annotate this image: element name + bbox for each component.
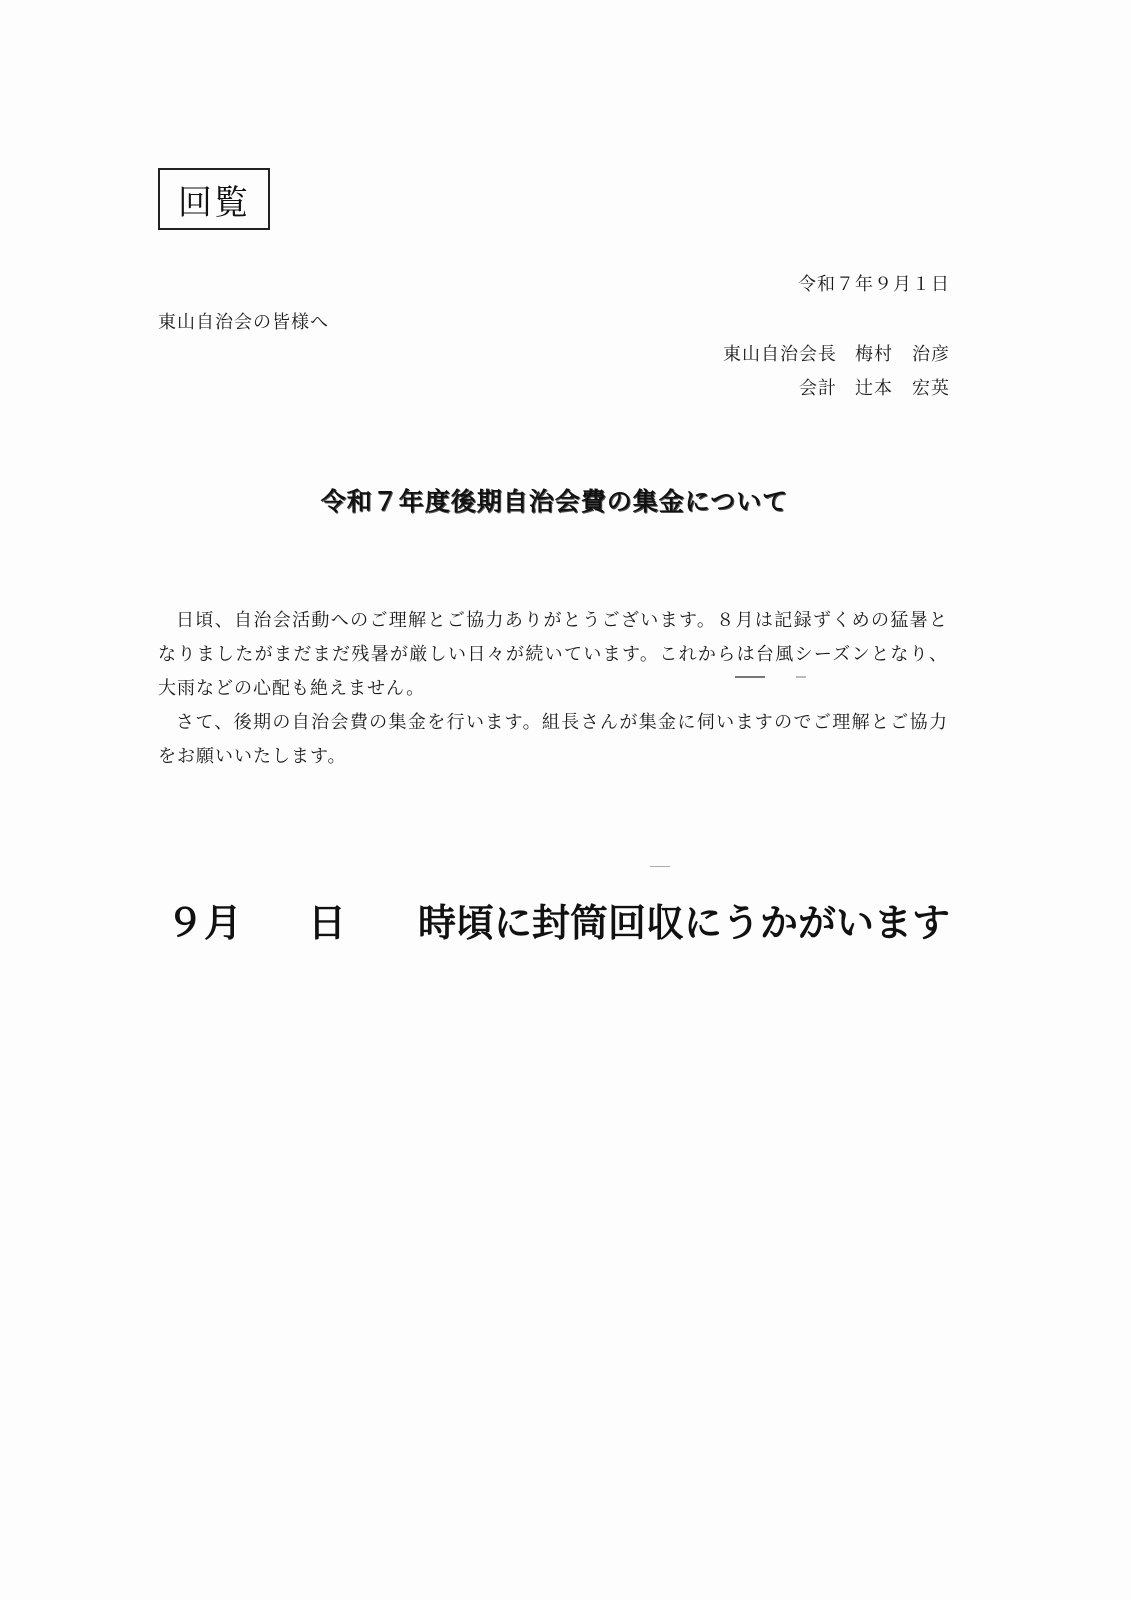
sender-treasurer <box>723 372 950 406</box>
scan-mark <box>650 866 670 867</box>
recipient-line: 東山自治会の皆様へ <box>158 312 329 333</box>
collection-notice <box>166 892 950 947</box>
collection-month: ９月 <box>166 901 243 945</box>
treasurer-name: 辻本 宏英 <box>855 378 950 399</box>
body-paragraph-2: さて、後期の自治会費の集金を行います。組長さんが集金に伺いますのでご理解とご協力をお願いいたします。 <box>158 712 948 767</box>
scan-mark <box>735 676 765 678</box>
president-name: 梅村 治彦 <box>855 344 950 365</box>
issue-date: 令和７年９月１日 <box>798 274 950 295</box>
document-title: 令和７年度後期自治会費の集金について <box>320 487 789 516</box>
treasurer-title: 会計 <box>799 378 837 399</box>
collection-text: 時頃に封筒回収にうかがいます <box>418 901 951 945</box>
sender-president <box>723 338 950 372</box>
sender-block <box>723 338 950 406</box>
circular-stamp-box <box>158 168 270 230</box>
body-paragraph-1: 日頃、自治会活動へのご理解とご協力ありがとうございます。８月は記録ずくめの猛暑となりましたがまだまだ残暑が厳しい日々が続いています。これからは台風シーズンとなり、大雨などの心配も絶えません。 <box>158 610 948 699</box>
body-text <box>158 604 948 774</box>
scan-mark <box>796 676 806 678</box>
circular-label: 回覧 <box>178 182 250 223</box>
president-title: 東山自治会長 <box>723 344 837 365</box>
collection-day: 日 <box>308 901 347 945</box>
